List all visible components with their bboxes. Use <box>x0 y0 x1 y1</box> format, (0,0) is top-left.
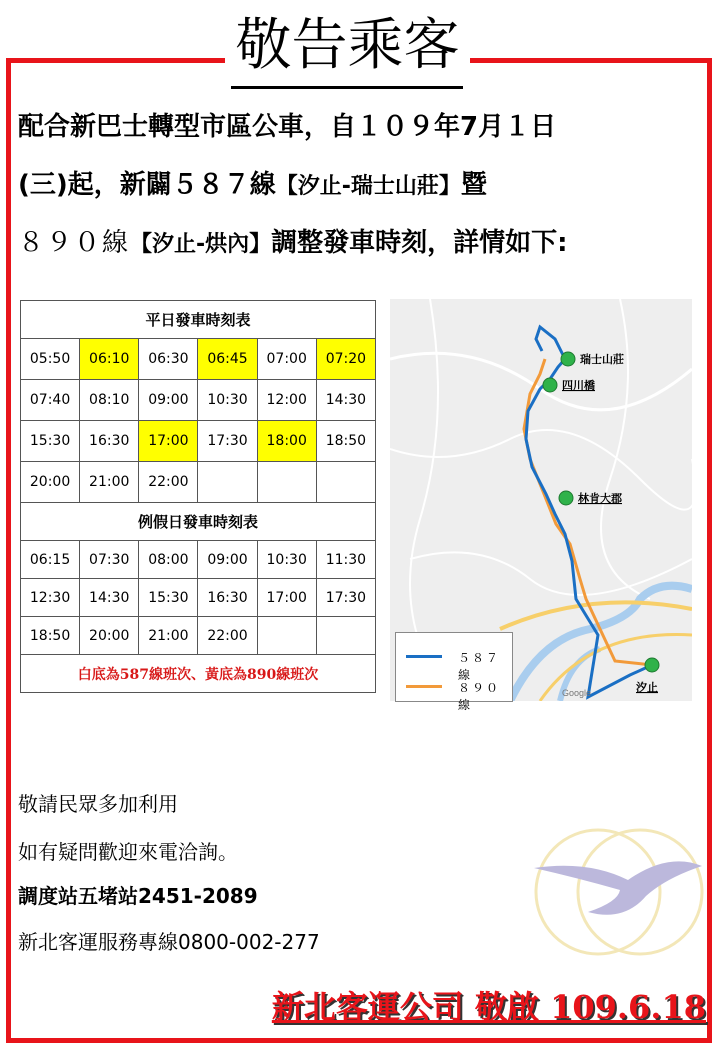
time-cell <box>316 462 375 503</box>
time-cell <box>316 617 375 655</box>
legend-item-890 <box>406 679 512 712</box>
time-cell: 06:15 <box>21 541 80 579</box>
stop-marker-2 <box>543 378 557 392</box>
company-logo-icon <box>528 822 704 962</box>
time-cell: 05:50 <box>21 339 80 380</box>
stop-marker-1 <box>561 352 575 366</box>
time-cell: 16:30 <box>80 421 139 462</box>
time-cell: 08:00 <box>139 541 198 579</box>
time-cell: 21:00 <box>80 462 139 503</box>
time-cell: 10:30 <box>257 541 316 579</box>
time-cell: 22:00 <box>139 462 198 503</box>
time-cell: 21:00 <box>139 617 198 655</box>
stop-marker-4 <box>645 658 659 672</box>
notice-line-1: 配合新巴士轉型市區公車，自１０９年7月１日 <box>18 112 557 142</box>
notice-line-3 <box>18 226 568 262</box>
time-cell <box>257 462 316 503</box>
stop-label-1: 瑞士山莊 <box>580 354 624 366</box>
time-cell: 18:00 <box>257 421 316 462</box>
title-underline <box>231 86 463 89</box>
timetable <box>20 300 375 698</box>
time-cell: 20:00 <box>21 462 80 503</box>
time-cell: 18:50 <box>21 617 80 655</box>
legend-note-row <box>21 655 376 693</box>
footer-line-1: 敬請民眾多加利用 <box>18 792 178 816</box>
table-row <box>21 541 376 579</box>
weekday-header-row <box>21 301 376 339</box>
time-cell: 22:00 <box>198 617 257 655</box>
table-row <box>21 462 376 503</box>
time-cell: 12:00 <box>257 380 316 421</box>
time-cell: 14:30 <box>80 579 139 617</box>
notice-line-2-c: 暨 <box>460 170 487 200</box>
time-cell: 11:30 <box>316 541 375 579</box>
time-cell: 15:30 <box>21 421 80 462</box>
time-cell: 15:30 <box>139 579 198 617</box>
footer-phone-service: 新北客運服務專線0800-002-277 <box>18 930 320 954</box>
notice-line-2 <box>18 168 487 204</box>
stop-label-2: 四川橋 <box>562 380 595 392</box>
legend-item-587 <box>406 649 512 682</box>
time-cell <box>198 462 257 503</box>
legend-line-587 <box>406 655 442 658</box>
time-cell: 18:50 <box>316 421 375 462</box>
time-cell: 10:30 <box>198 380 257 421</box>
time-cell: 08:10 <box>80 380 139 421</box>
page-title: 敬告乘客 <box>225 6 470 94</box>
notice-line-2-a: (三)起，新闢５８７線 <box>18 170 276 200</box>
time-cell: 09:00 <box>198 541 257 579</box>
timetable-grid <box>20 300 376 693</box>
footer-line-2: 如有疑問歡迎來電洽詢。 <box>18 840 238 864</box>
notice-line-3-a: ８９０線 <box>18 228 131 258</box>
table-row <box>21 617 376 655</box>
time-cell: 07:40 <box>21 380 80 421</box>
holiday-header: 例假日發車時刻表 <box>21 503 376 541</box>
time-cell: 06:30 <box>139 339 198 380</box>
time-cell: 07:00 <box>257 339 316 380</box>
stop-label-4: 汐止 <box>636 682 658 694</box>
holiday-header-row <box>21 503 376 541</box>
time-cell: 14:30 <box>316 380 375 421</box>
legend-label-890: ８９０線 <box>458 681 501 712</box>
time-cell: 07:30 <box>80 541 139 579</box>
time-cell: 17:00 <box>257 579 316 617</box>
legend-line-890 <box>406 685 442 688</box>
time-cell: 06:10 <box>80 339 139 380</box>
table-row <box>21 421 376 462</box>
time-cell: 07:20 <box>316 339 375 380</box>
stop-marker-3 <box>559 491 573 505</box>
time-cell: 06:45 <box>198 339 257 380</box>
time-cell: 17:00 <box>139 421 198 462</box>
time-cell: 17:30 <box>316 579 375 617</box>
map-legend <box>395 632 513 712</box>
time-cell: 12:30 <box>21 579 80 617</box>
table-row <box>21 579 376 617</box>
footer-phone-dispatch: 調度站五堵站2451-2089 <box>18 884 258 908</box>
route-890-name: 【汐止-烘內】 <box>130 232 272 257</box>
color-legend-note: 白底為587線班次、黃底為890線班次 <box>21 655 376 693</box>
map-watermark: Google <box>562 688 592 698</box>
stop-label-3: 林肯大郡 <box>578 493 622 505</box>
time-cell: 17:30 <box>198 421 257 462</box>
notice-line-3-c: 調整發車時刻，詳情如下: <box>271 228 568 258</box>
time-cell: 09:00 <box>139 380 198 421</box>
route-587-name: 【汐止-瑞士山莊】 <box>275 174 461 199</box>
time-cell: 20:00 <box>80 617 139 655</box>
time-cell <box>257 617 316 655</box>
legend-label-587: ５８７線 <box>458 651 501 682</box>
weekday-header: 平日發車時刻表 <box>21 301 376 339</box>
table-row <box>21 380 376 421</box>
signature: 新北客運公司 敬啟 109.6.18 <box>271 988 706 1026</box>
time-cell: 16:30 <box>198 579 257 617</box>
table-row <box>21 339 376 380</box>
